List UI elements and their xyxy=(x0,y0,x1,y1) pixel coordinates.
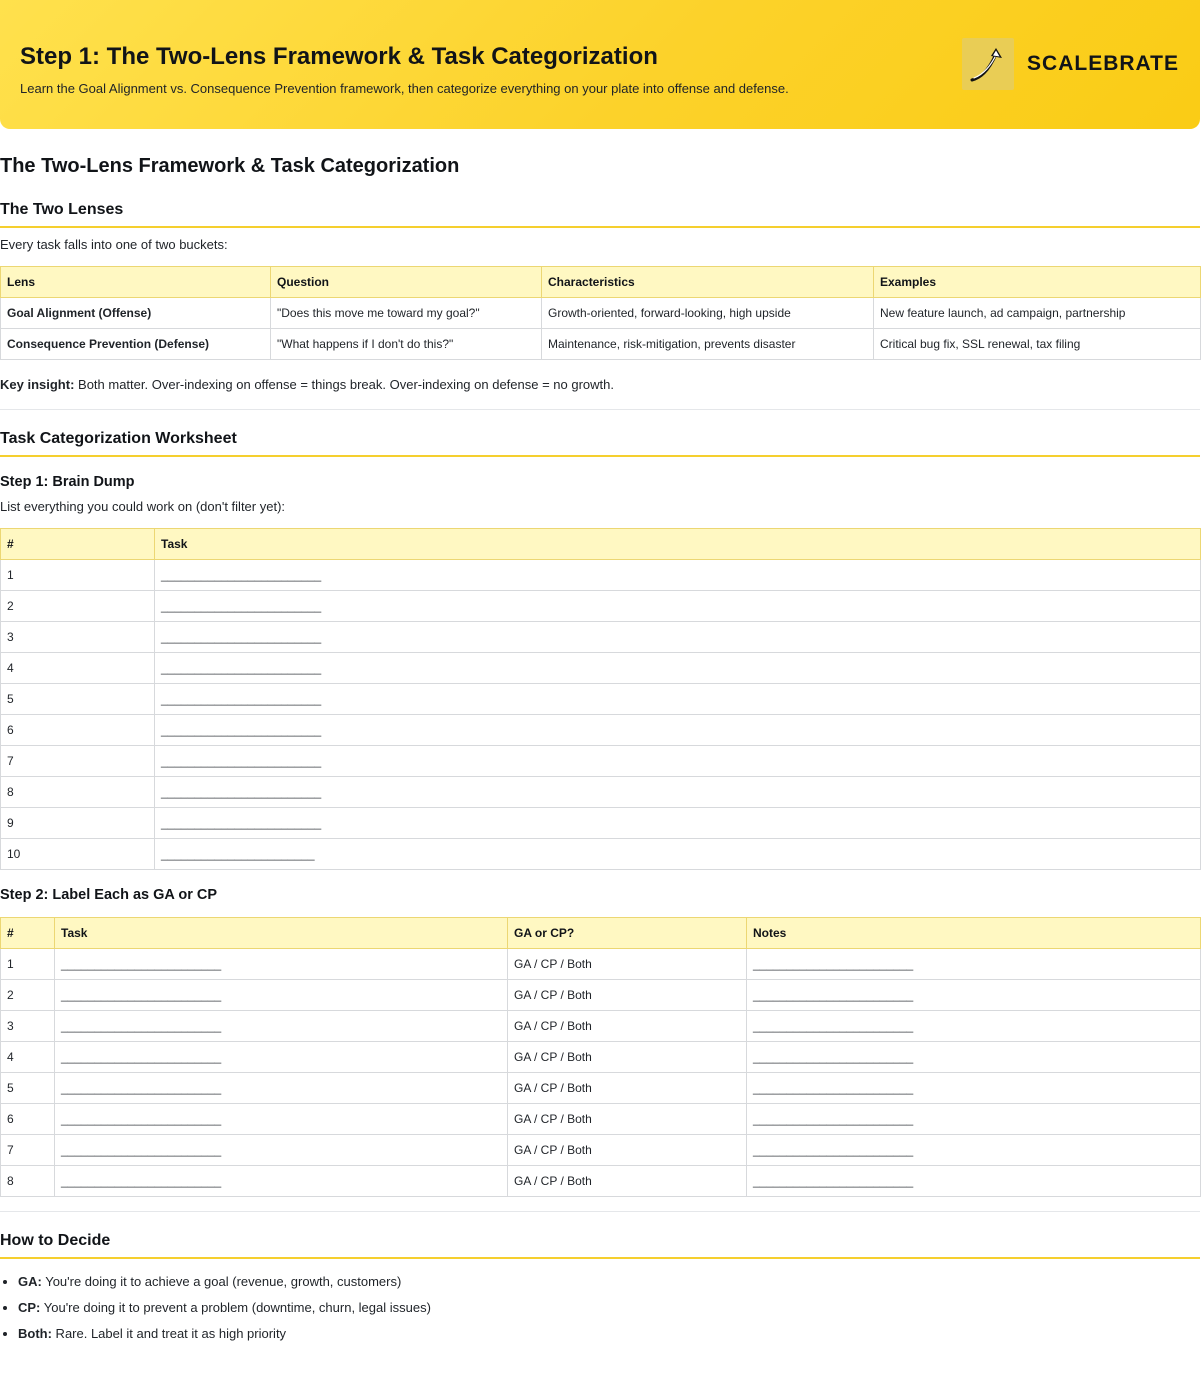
fill-in-blank[interactable]: ________________________ xyxy=(55,1104,508,1135)
document-body xyxy=(0,153,1200,1347)
table-header-row xyxy=(1,918,1201,949)
fill-in-blank[interactable]: ________________________ xyxy=(747,1073,1201,1104)
rising-arrow-icon xyxy=(962,38,1014,90)
table-row xyxy=(1,653,1201,684)
list-item-text: You're doing it to achieve a goal (revenue, growth, customers) xyxy=(41,1274,402,1289)
step2-title: Step 2: Label Each as GA or CP xyxy=(0,887,218,903)
table-row xyxy=(1,980,1201,1011)
column-header: GA or CP? xyxy=(508,918,747,949)
list-item xyxy=(18,1269,1200,1295)
column-header: Question xyxy=(271,267,542,298)
table-cell: 6 xyxy=(1,715,155,746)
table-cell: GA / CP / Both xyxy=(508,1166,747,1197)
table-row xyxy=(1,808,1201,839)
table-cell: GA / CP / Both xyxy=(508,1073,747,1104)
brand-name: SCALEBRATE xyxy=(1027,52,1179,75)
column-header: Characteristics xyxy=(542,267,874,298)
step1-intro: List everything you could work on (don't filter yet): xyxy=(0,499,286,514)
fill-in-blank[interactable]: ________________________ xyxy=(747,1042,1201,1073)
table-cell: Consequence Prevention (Defense) xyxy=(1,329,271,360)
list-item xyxy=(18,1295,1200,1321)
table-cell: "What happens if I don't do this?" xyxy=(271,329,542,360)
list-item xyxy=(18,1321,1200,1347)
list-item-text: You're doing it to prevent a problem (downtime, churn, legal issues) xyxy=(40,1300,431,1315)
list-item-text: Rare. Label it and treat it as high priority xyxy=(51,1326,287,1341)
step1-title: Step 1: Brain Dump xyxy=(0,474,135,490)
rising-arrow-icon-graphic xyxy=(966,42,1010,86)
table-row xyxy=(1,746,1201,777)
table-cell: 3 xyxy=(1,622,155,653)
table-cell: Growth-oriented, forward-looking, high upside xyxy=(542,298,874,329)
fill-in-blank[interactable]: ________________________ xyxy=(747,1011,1201,1042)
divider xyxy=(0,1211,1200,1212)
table-cell: 10 xyxy=(1,839,155,870)
fill-in-blank[interactable]: _______________________ xyxy=(155,839,1201,870)
brain-dump-table xyxy=(0,528,1201,870)
brand[interactable] xyxy=(962,38,1179,90)
table-cell: GA / CP / Both xyxy=(508,980,747,1011)
fill-in-blank[interactable]: ________________________ xyxy=(55,980,508,1011)
key-insight-label: Key insight: xyxy=(0,377,75,392)
table-row xyxy=(1,1135,1201,1166)
table-row xyxy=(1,298,1201,329)
table-cell: 8 xyxy=(1,1166,55,1197)
table-cell: 9 xyxy=(1,808,155,839)
table-cell: Goal Alignment (Offense) xyxy=(1,298,271,329)
table-cell: 7 xyxy=(1,746,155,777)
section-heading-two-lenses: The Two Lenses xyxy=(0,200,1200,228)
table-cell: 4 xyxy=(1,653,155,684)
page-title: Step 1: The Two-Lens Framework & Task Categorization xyxy=(20,43,658,70)
table-row xyxy=(1,1042,1201,1073)
key-insight-text: Both matter. Over-indexing on offense = things break. Over-indexing on defense = no growth. xyxy=(74,377,614,392)
table-header-row xyxy=(1,529,1201,560)
table-cell: 2 xyxy=(1,591,155,622)
fill-in-blank[interactable]: ________________________ xyxy=(55,1073,508,1104)
table-cell: "Does this move me toward my goal?" xyxy=(271,298,542,329)
fill-in-blank[interactable]: ________________________ xyxy=(155,808,1201,839)
column-header: Lens xyxy=(1,267,271,298)
table-cell: 6 xyxy=(1,1104,55,1135)
fill-in-blank[interactable]: ________________________ xyxy=(747,1135,1201,1166)
list-item-label: CP: xyxy=(18,1300,41,1315)
lenses-intro: Every task falls into one of two buckets: xyxy=(0,237,228,252)
table-header-row xyxy=(1,267,1201,298)
fill-in-blank[interactable]: ________________________ xyxy=(155,684,1201,715)
lenses-table xyxy=(0,266,1201,360)
column-header: # xyxy=(1,529,155,560)
table-row xyxy=(1,1073,1201,1104)
table-cell: 1 xyxy=(1,949,55,980)
fill-in-blank[interactable]: ________________________ xyxy=(55,1042,508,1073)
fill-in-blank[interactable]: ________________________ xyxy=(155,746,1201,777)
key-insight xyxy=(0,377,1200,393)
fill-in-blank[interactable]: ________________________ xyxy=(155,653,1201,684)
column-header: Examples xyxy=(874,267,1201,298)
table-row xyxy=(1,1104,1201,1135)
label-table xyxy=(0,917,1201,1197)
table-cell: 5 xyxy=(1,1073,55,1104)
table-row xyxy=(1,1166,1201,1197)
table-cell: Critical bug fix, SSL renewal, tax filing xyxy=(874,329,1201,360)
table-cell: 7 xyxy=(1,1135,55,1166)
table-row xyxy=(1,329,1201,360)
fill-in-blank[interactable]: ________________________ xyxy=(155,591,1201,622)
fill-in-blank[interactable]: ________________________ xyxy=(155,777,1201,808)
table-cell: GA / CP / Both xyxy=(508,949,747,980)
table-row xyxy=(1,777,1201,808)
column-header: Task xyxy=(55,918,508,949)
list-item-label: Both: xyxy=(18,1326,52,1341)
column-header: Task xyxy=(155,529,1201,560)
table-cell: 8 xyxy=(1,777,155,808)
section-heading-worksheet: Task Categorization Worksheet xyxy=(0,429,1200,457)
table-cell: GA / CP / Both xyxy=(508,1042,747,1073)
fill-in-blank[interactable]: ________________________ xyxy=(55,949,508,980)
fill-in-blank[interactable]: ________________________ xyxy=(55,1135,508,1166)
list-item-label: GA: xyxy=(18,1274,42,1289)
table-row xyxy=(1,715,1201,746)
table-row xyxy=(1,684,1201,715)
fill-in-blank[interactable]: ________________________ xyxy=(747,1104,1201,1135)
table-cell: New feature launch, ad campaign, partnership xyxy=(874,298,1201,329)
table-row xyxy=(1,839,1201,870)
table-cell: 4 xyxy=(1,1042,55,1073)
fill-in-blank[interactable]: ________________________ xyxy=(747,980,1201,1011)
fill-in-blank[interactable]: ________________________ xyxy=(155,560,1201,591)
table-cell: GA / CP / Both xyxy=(508,1135,747,1166)
column-header: Notes xyxy=(747,918,1201,949)
divider xyxy=(0,409,1200,410)
fill-in-blank[interactable]: ________________________ xyxy=(155,715,1201,746)
how-to-decide-list xyxy=(0,1269,1200,1347)
section-heading-how-to-decide: How to Decide xyxy=(0,1231,1200,1259)
table-row xyxy=(1,1011,1201,1042)
table-cell: 2 xyxy=(1,980,55,1011)
table-row xyxy=(1,622,1201,653)
table-cell: 1 xyxy=(1,560,155,591)
table-row xyxy=(1,591,1201,622)
table-row xyxy=(1,560,1201,591)
table-cell: 5 xyxy=(1,684,155,715)
page-subtitle: Learn the Goal Alignment vs. Consequence Prevention framework, then categorize everything on your plate into offense and defense. xyxy=(20,81,789,96)
fill-in-blank[interactable]: ________________________ xyxy=(55,1011,508,1042)
table-cell: 3 xyxy=(1,1011,55,1042)
table-cell: GA / CP / Both xyxy=(508,1104,747,1135)
table-cell: Maintenance, risk-mitigation, prevents disaster xyxy=(542,329,874,360)
table-cell: GA / CP / Both xyxy=(508,1011,747,1042)
fill-in-blank[interactable]: ________________________ xyxy=(747,1166,1201,1197)
fill-in-blank[interactable]: ________________________ xyxy=(55,1166,508,1197)
column-header: # xyxy=(1,918,55,949)
table-row xyxy=(1,949,1201,980)
document-title: The Two-Lens Framework & Task Categorization xyxy=(0,155,460,177)
fill-in-blank[interactable]: ________________________ xyxy=(155,622,1201,653)
fill-in-blank[interactable]: ________________________ xyxy=(747,949,1201,980)
page-header xyxy=(0,0,1200,129)
